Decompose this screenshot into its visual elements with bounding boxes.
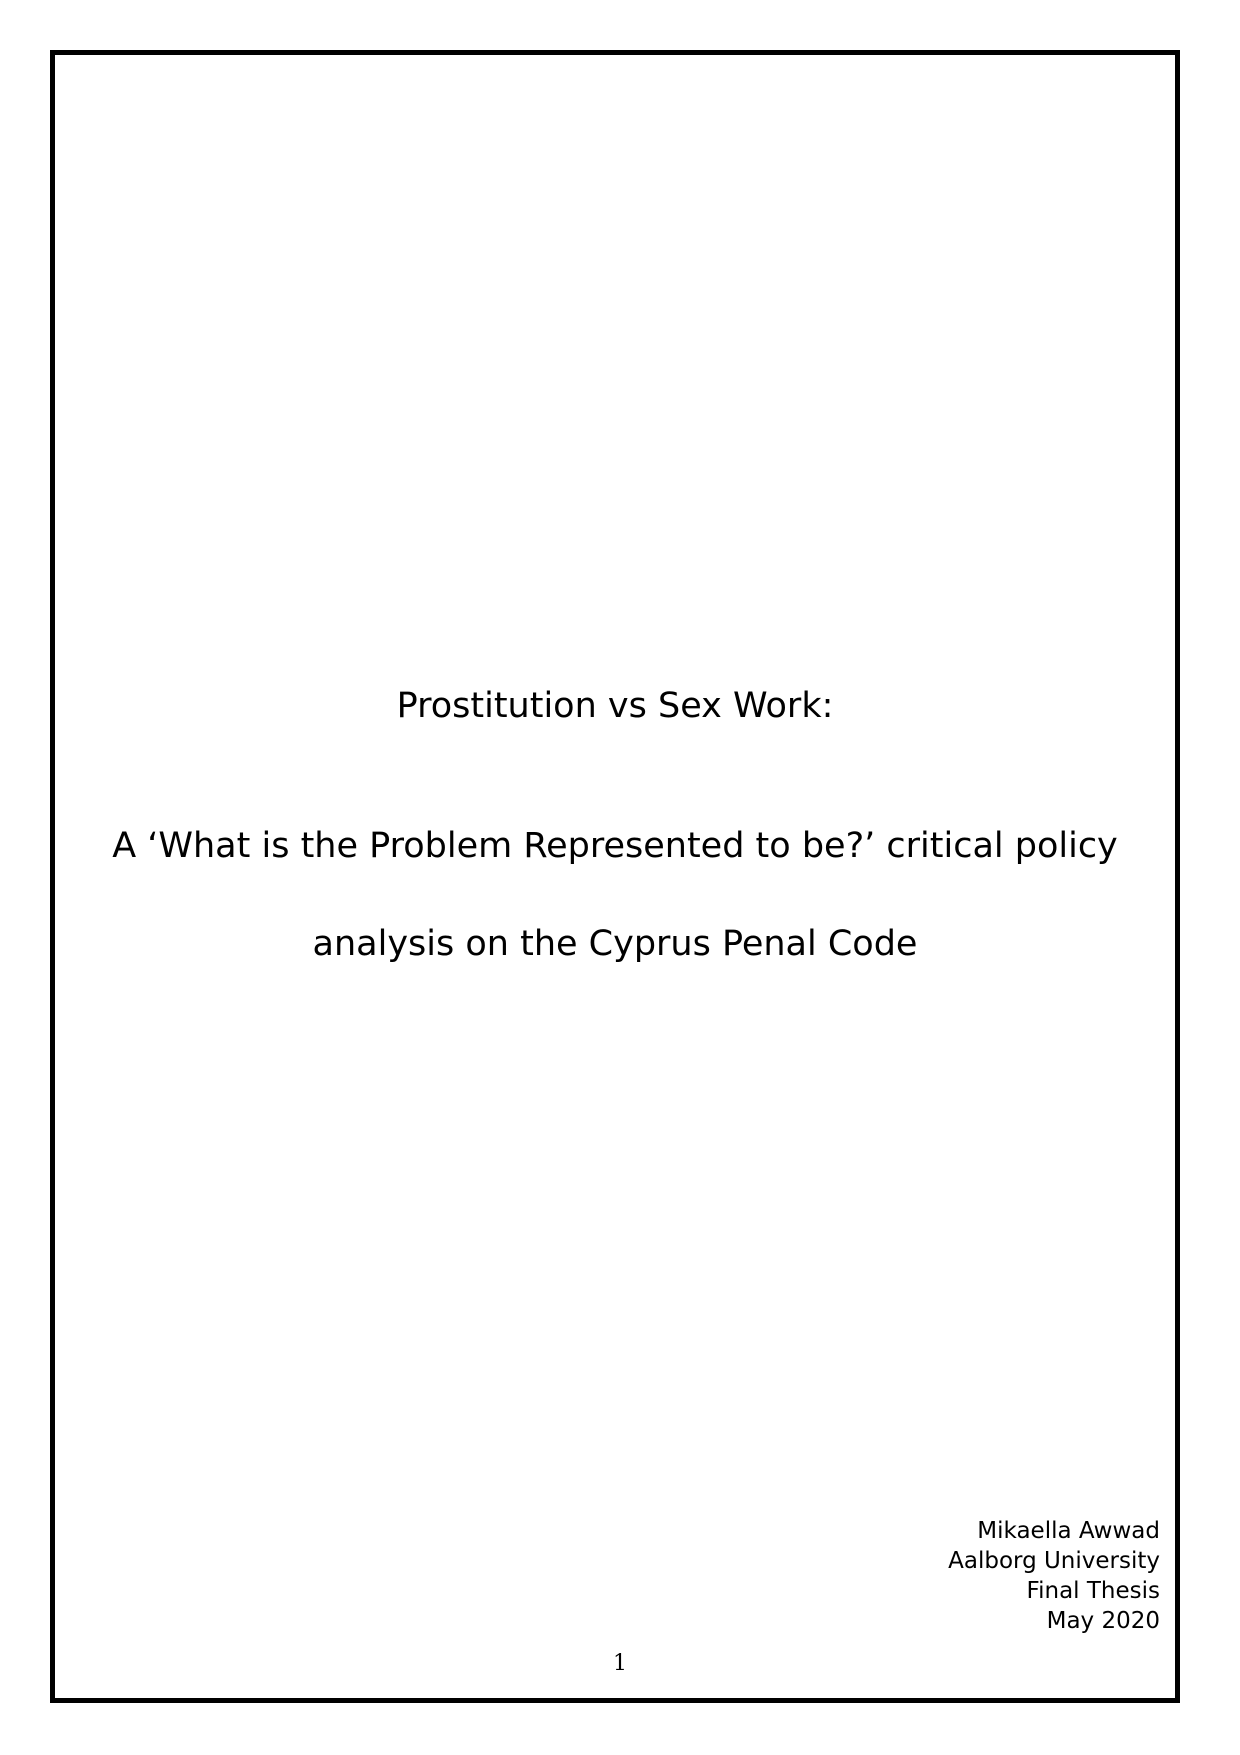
page-number: 1 [613,1651,627,1676]
thesis-title: Prostitution vs Sex Work: [396,686,834,726]
author-info-block [948,1516,1160,1636]
document-type: Final Thesis [1026,1578,1160,1604]
submission-date: May 2020 [1046,1608,1160,1634]
thesis-subtitle-line-2: analysis on the Cyprus Penal Code [312,924,918,964]
university-name: Aalborg University [948,1548,1160,1574]
page-border [50,50,1180,1703]
thesis-subtitle-line-1: A ‘What is the Problem Represented to be?’ critical policy [112,826,1118,866]
author-name: Mikaella Awwad [977,1518,1160,1544]
